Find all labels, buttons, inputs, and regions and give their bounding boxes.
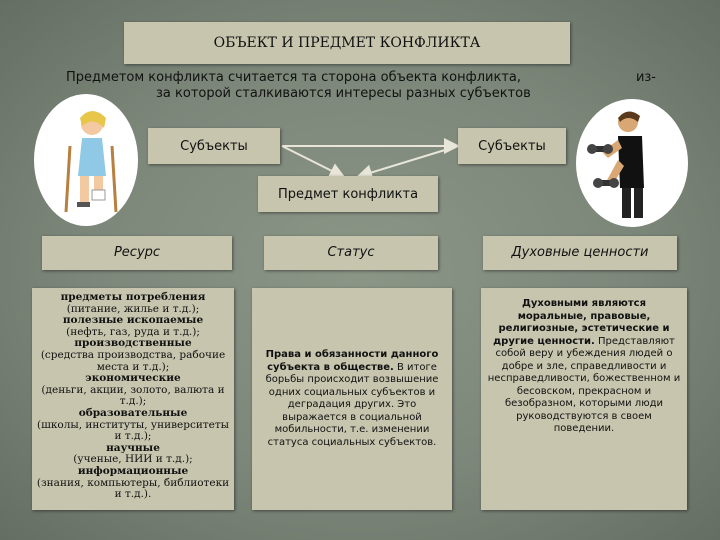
subjects-right-box [458,128,566,164]
resource-item-head: информационные [77,464,189,477]
man-lifting-dumbbells-icon [572,96,692,230]
slide-title-box [124,22,570,64]
status-details-box [252,288,452,510]
status-category-box [264,236,438,270]
definition-text [66,70,656,102]
resource-item-text: (средства производства, рабочие места и т.д.); [40,348,226,373]
status-explanation: В итоге борьбы происходит возвышение одних социальных субъектов и деградация других. Это выражается в социальной мобильности, т.е. изменении статуса социальных субъектов. [265,361,439,448]
resource-item-text: (нефть, газ, руда и т.д.); [66,325,200,338]
resource-item-text: (школы, институты, университеты и т.д.); [36,418,230,443]
definition-line-2: за которой сталкиваются интересы разных субъектов [156,86,531,101]
resource-category-label: Ресурс [113,245,161,260]
resource-item-text: (питание, жилье и т.д.); [66,302,200,315]
resource-item-text: (деньги, акции, золото, валюта и т.д.); [41,383,225,408]
girl-with-crutches-icon [30,90,142,230]
spiritual-explanation: Представляют собой веру и убеждения людей о добре и зле, справедливости и несправедливости, божественном и бесовском, прекрасном и безобразном, которыми люди руководствуются в своем поведении. [487,335,681,434]
resource-item-head: производственные [74,337,192,350]
arrow-left-to-center [282,146,342,176]
resource-item-head: предметы потребления [60,291,206,303]
definition-tail: из- [635,70,656,85]
subjects-right-label: Субъекты [478,138,546,154]
definition-line-1: Предметом конфликта считается та сторона объекта конфликта, [66,70,521,85]
resource-category-box [42,236,232,270]
resource-item-text: (ученые, НИИ и т.д.); [73,453,193,466]
subject-matter-label: Предмет конфликта [277,186,419,202]
subjects-left-label: Субъекты [180,138,248,154]
spiritual-definition: Духовными являются моральные, правовые, религиозные, эстетические и другие ценности. [493,298,670,347]
resource-item-head: образовательные [78,406,188,419]
resource-item-head: научные [106,441,160,454]
spiritual-category-box [483,236,677,270]
resource-details-box [32,288,234,510]
arrow-right-to-center [360,146,458,176]
resource-item-head: экономические [85,372,181,385]
resource-item-text: (знания, компьютеры, библиотеки и т.д.). [36,476,230,501]
spiritual-category-label: Духовные ценности [511,245,649,260]
resource-item-head: полезные ископаемые [62,314,204,327]
subject-matter-box [258,176,438,212]
status-definition: Права и обязанности данного субъекта в обществе. [265,349,439,373]
status-category-label: Статус [327,245,375,260]
spiritual-details-box [481,288,687,510]
slide-title: ОБЪЕКТ И ПРЕДМЕТ КОНФЛИКТА [213,35,481,51]
subjects-left-box [148,128,280,164]
